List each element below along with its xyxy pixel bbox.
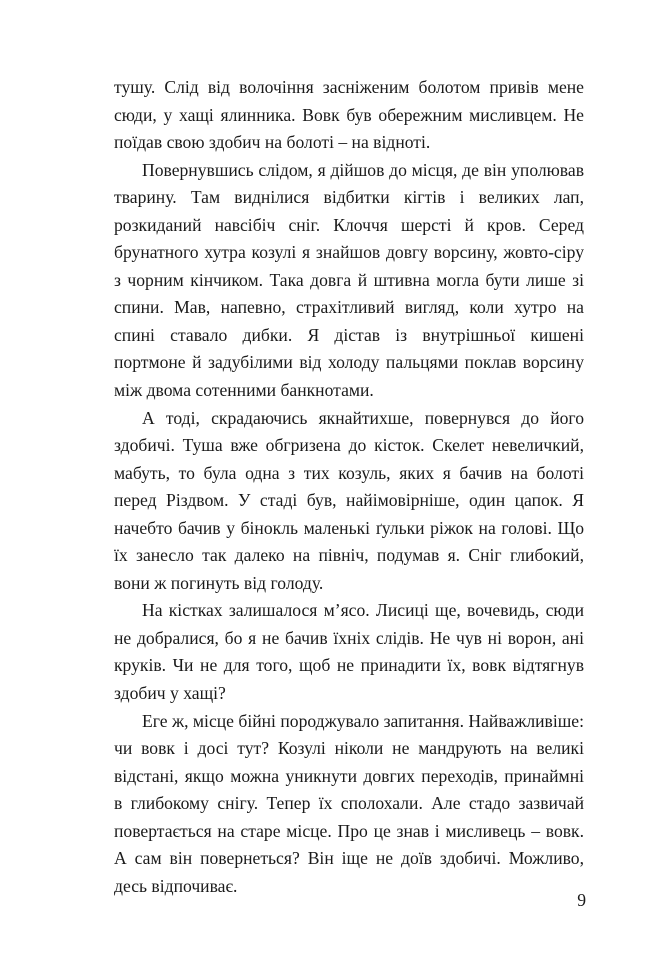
body-text (114, 74, 584, 900)
paragraph-5: Еге ж, місце бійні породжувало запитання. Найважливіше: чи вовк і досі тут? Козулі ніколи не мандрують на великі відстані, якщо можна уникнути довгих переходів, принаймні в глибокому снігу. Тепер їх сполохали. Але стадо зазвичай повертається на старе місце. Про це знав і мисливець – вовк. А сам він повернеться? Він іще не доїв здобичі. Можливо, десь відпочиває. (114, 710, 584, 896)
paragraph-3: А тоді, скрадаючись якнайтихше, повернувся до його здобичі. Туша вже обгризена до кісток. Скелет невеличкий, мабуть, то була одна з тих козуль, яких я бачив на болоті перед Різдвом. У стаді був, найімовірніше, один цапок. Я начебто бачив у бінокль маленькі ґульки ріжок на голові. Що їх занесло так далеко на північ, подумав я. Сніг глибокий, вони ж погинуть від голоду. (114, 407, 584, 593)
page-number: 9 (577, 890, 586, 910)
paragraph-4: На кістках залишалося м’ясо. Лисиці ще, вочевидь, сюди не добралися, бо я не бачив їхніх слідів. Не чув ні ворон, ані круків. Чи не для того, щоб не принадити їх, вовк відтягнув здобич у хащі? (114, 600, 584, 704)
paragraph-2: Повернувшись слідом, я дійшов до місця, де він уполював тварину. Там виднілися відбитки кігтів і великих лап, розкиданий навсібіч сніг. Клоччя шерсті й кров. Серед брунатного хутра козулі я знайшов довгу ворсину, жовто-сіру з чорним кінчиком. Така довга й штивна могла бути лише зі спини. Мав, напевно, страхітливий вигляд, коли хутро на спині ставало дибки. Я дістав із внутрішньої кишені портмоне й задубілими від холоду пальцями поклав ворсину між двома сотенними банкнотами. (114, 159, 584, 401)
paragraph-1: тушу. Слід від волочіння засніженим болотом привів мене сюди, у хащі ялинника. Вовк був обережним мисливцем. Не поїдав свою здобич на болоті – на відноті. (114, 77, 584, 153)
